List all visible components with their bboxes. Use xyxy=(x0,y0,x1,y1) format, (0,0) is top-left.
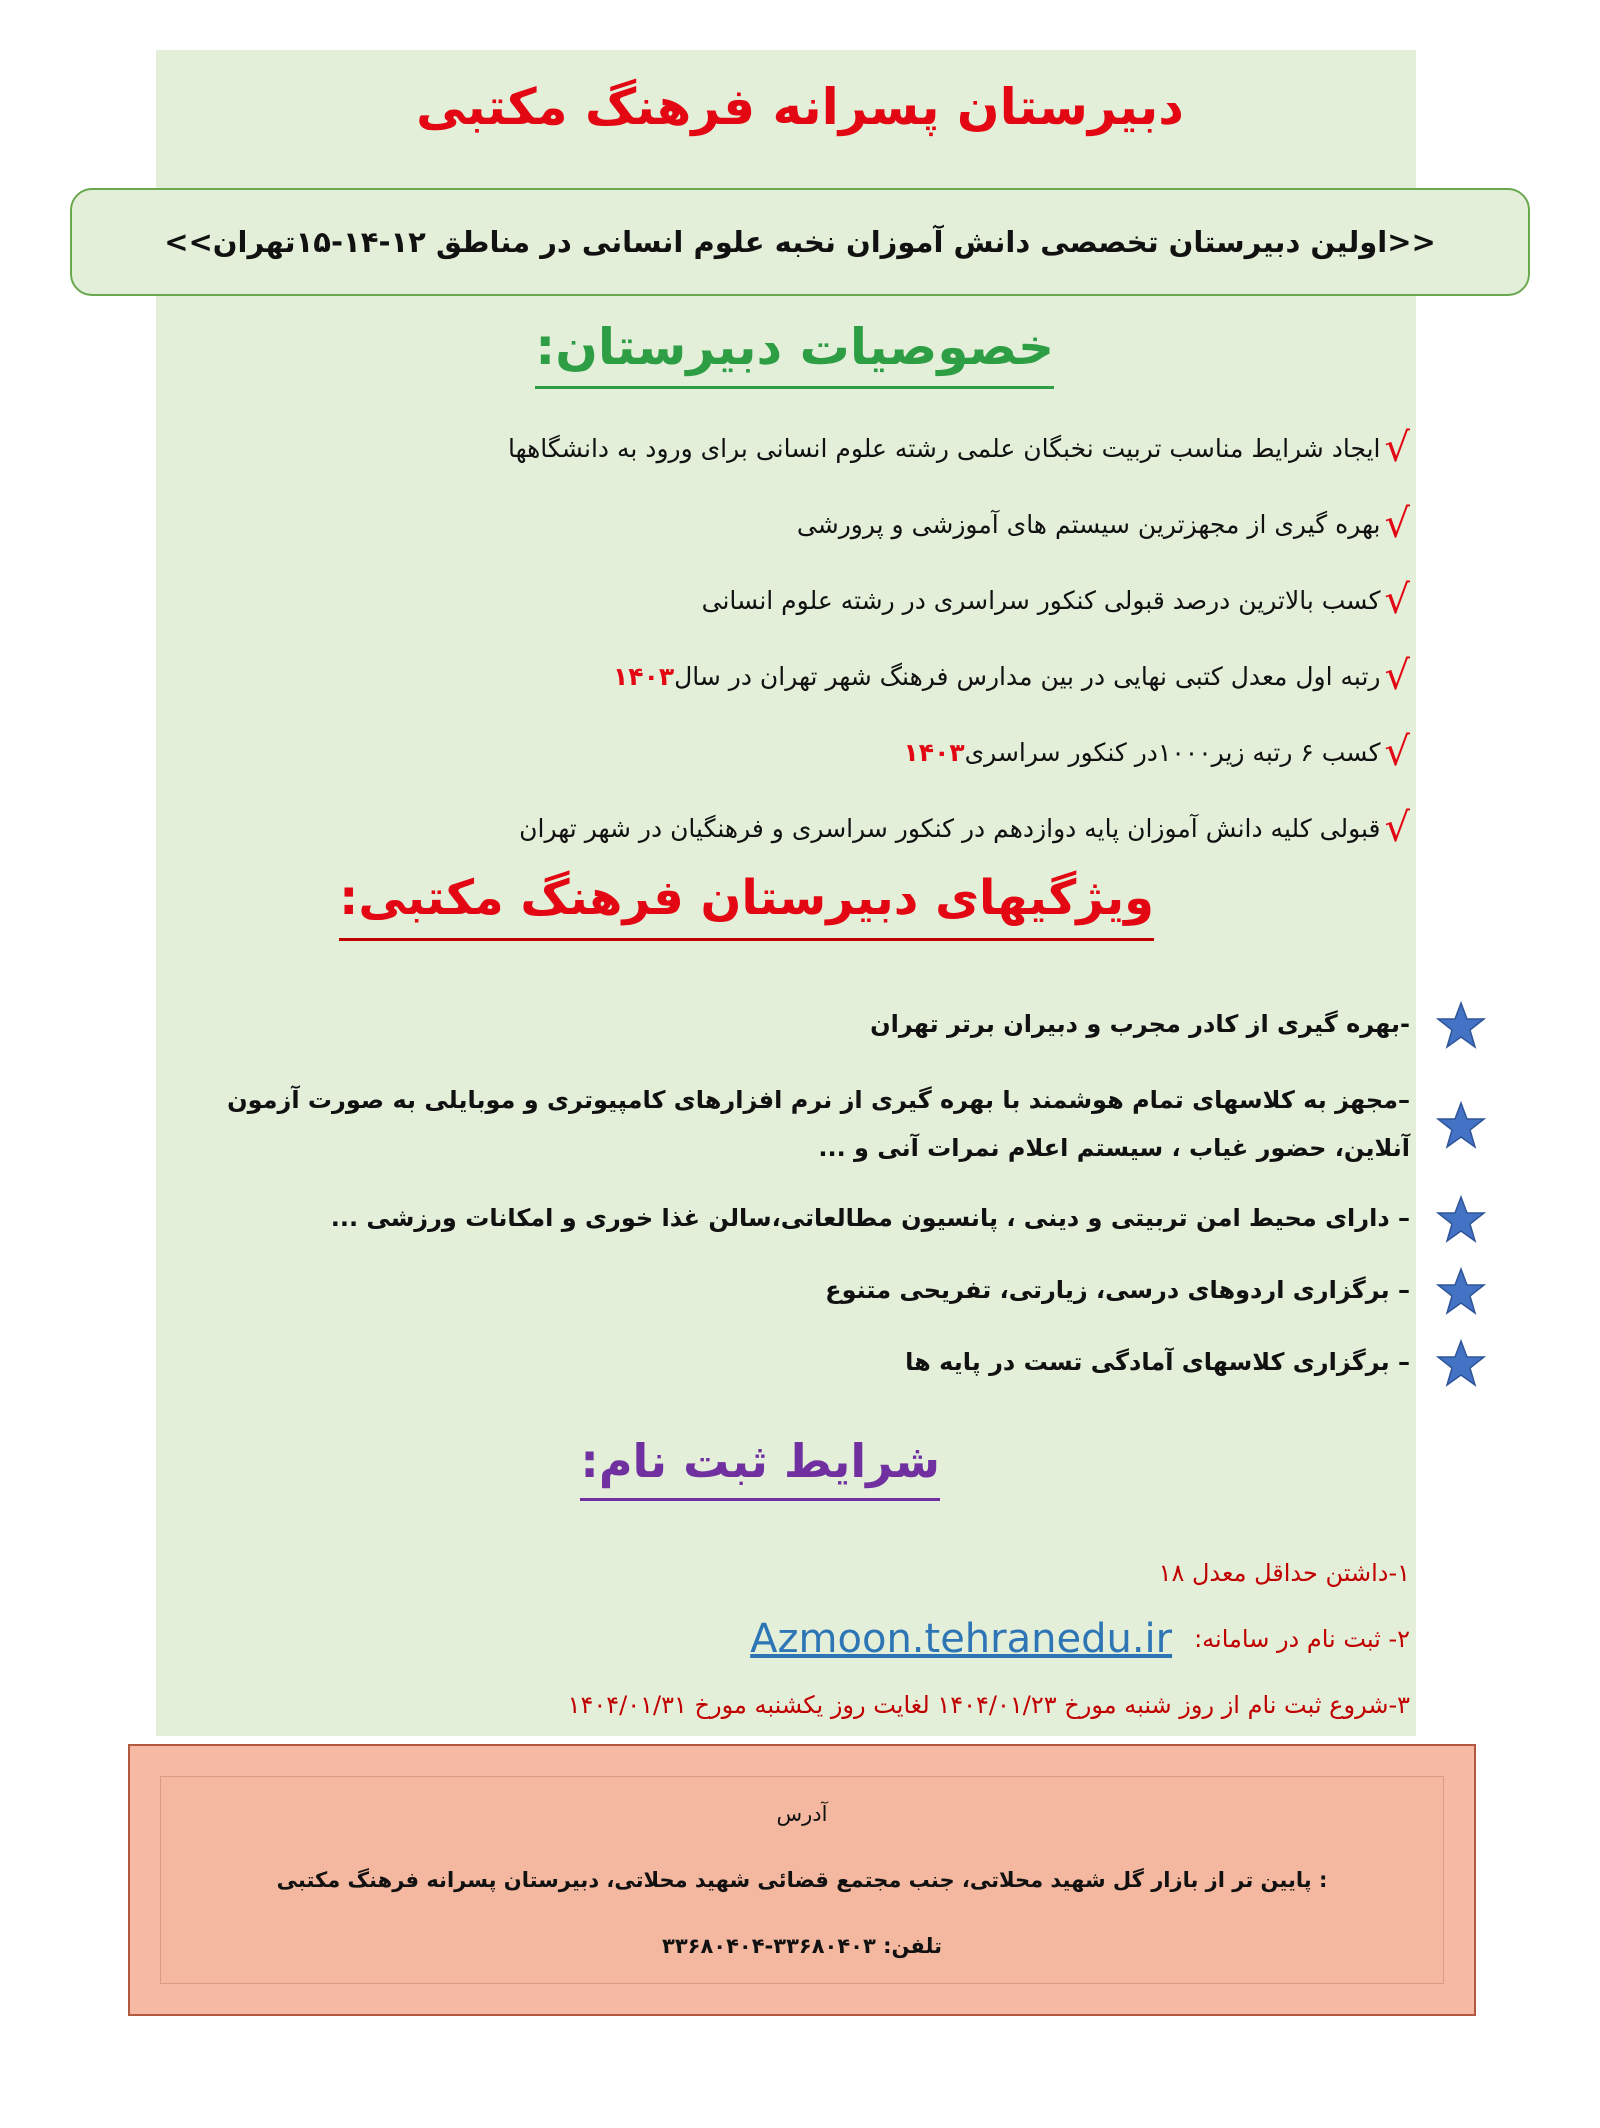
list-item-text: –مجهز به کلاسهای تمام هوشمند با بهره گیری از نرم افزارهای کامپیوتری و موبایلی به صورت آزمون آنلاین، حضور غیاب ، سیستم اعلام نمرات آنی و ... xyxy=(227,1086,1410,1162)
check-mark-icon: √ xyxy=(1384,577,1410,623)
list-item-text: ۲- ثبت نام در سامانه: xyxy=(1194,1625,1410,1653)
check-mark-icon: √ xyxy=(1384,501,1410,547)
check-mark-icon: √ xyxy=(1384,653,1410,699)
list-item-text: -بهره گیری از کادر مجرب و دبیران برتر تهران xyxy=(870,1010,1410,1038)
subtitle-text: <<اولین دبیرستان تخصصی دانش آموزان نخبه علوم انسانی در مناطق ۱۲-۱۴-۱۵تهران>> xyxy=(164,225,1436,259)
registration-heading: شرایط ثبت نام: xyxy=(580,1434,940,1501)
list-item xyxy=(170,1266,1490,1314)
list-item xyxy=(508,638,1410,714)
list-item xyxy=(170,1076,1490,1172)
list-item xyxy=(508,562,1410,638)
star-icon xyxy=(1436,1338,1486,1388)
address-text: : پایین تر از بازار گل شهید محلاتی، جنب مجتمع قضائی شهید محلاتی، دبیرستان پسرانه فرهنگ مکتبی xyxy=(276,1868,1328,1892)
list-item-text: بهره گیری از مجهزترین سیستم های آموزشی و پرورشی xyxy=(796,509,1381,539)
star-icon xyxy=(1436,1194,1486,1244)
list-item xyxy=(170,1338,1490,1386)
list-item-text: کسب ۶ رتبه زیر۱۰۰۰در کنکور سراسری xyxy=(964,737,1381,767)
features-list xyxy=(170,1000,1490,1386)
list-item xyxy=(568,1672,1410,1738)
address-label: آدرس xyxy=(776,1802,828,1826)
list-item-text: رتبه اول معدل کتبی نهایی در بین مدارس فرهنگ شهر تهران در سال xyxy=(674,661,1381,691)
characteristics-heading: خصوصیات دبیرستان: xyxy=(535,318,1054,389)
check-mark-icon: √ xyxy=(1384,425,1410,471)
star-icon xyxy=(1436,1100,1486,1150)
check-mark-icon: √ xyxy=(1384,805,1410,851)
list-item-text: ایجاد شرایط مناسب تربیت نخبگان علمی رشته علوم انسانی برای ورود به دانشگاهها xyxy=(507,433,1381,463)
registration-link[interactable]: Azmoon.tehranedu.ir xyxy=(750,1616,1173,1662)
school-title: دبیرستان پسرانه فرهنگ مکتبی xyxy=(416,78,1184,136)
star-icon xyxy=(1436,1266,1486,1316)
list-item xyxy=(508,486,1410,562)
list-item-text: قبولی کلیه دانش آموزان پایه دوازدهم در کنکور سراسری و فرهنگیان در شهر تهران xyxy=(519,813,1381,843)
list-item xyxy=(508,410,1410,486)
list-item xyxy=(508,790,1410,866)
characteristics-list xyxy=(508,410,1410,866)
list-item-text: – دارای محیط امن تربیتی و دینی ، پانسیون مطالعاتی،سالن غذا خوری و امکانات ورزشی ... xyxy=(330,1204,1410,1232)
year-highlight: ۱۴۰۳ xyxy=(903,737,965,767)
subtitle-box xyxy=(70,188,1530,296)
address-box xyxy=(128,1744,1476,2016)
phone-text: تلفن: ۳۳۶۸۰۴۰۳-۳۳۶۸۰۴۰۴ xyxy=(662,1934,942,1958)
address-inner xyxy=(160,1776,1444,1984)
list-item-text: – برگزاری کلاسهای آمادگی تست در پایه ها xyxy=(905,1348,1410,1376)
features-heading: ویژگیهای دبیرستان فرهنگ مکتبی: xyxy=(339,870,1154,941)
list-item xyxy=(508,714,1410,790)
list-item-text: ۱-داشتن حداقل معدل ۱۸ xyxy=(1158,1559,1410,1587)
list-item xyxy=(568,1606,1410,1672)
year-highlight: ۱۴۰۳ xyxy=(613,661,675,691)
list-item-text: کسب بالاترین درصد قبولی کنکور سراسری در رشته علوم انسانی xyxy=(701,585,1381,615)
list-item-text: ۳-شروع ثبت نام از روز شنبه مورخ ۱۴۰۴/۰۱/۲۳ لغایت روز یکشنبه مورخ ۱۴۰۴/۰۱/۳۱ xyxy=(567,1691,1410,1719)
check-mark-icon: √ xyxy=(1384,729,1410,775)
registration-list xyxy=(568,1540,1410,1738)
star-icon xyxy=(1436,1000,1486,1050)
list-item xyxy=(170,1194,1490,1242)
list-item xyxy=(568,1540,1410,1606)
list-item-text: – برگزاری اردوهای درسی، زیارتی، تفریحی متنوع xyxy=(825,1276,1410,1304)
list-item xyxy=(170,1000,1490,1048)
